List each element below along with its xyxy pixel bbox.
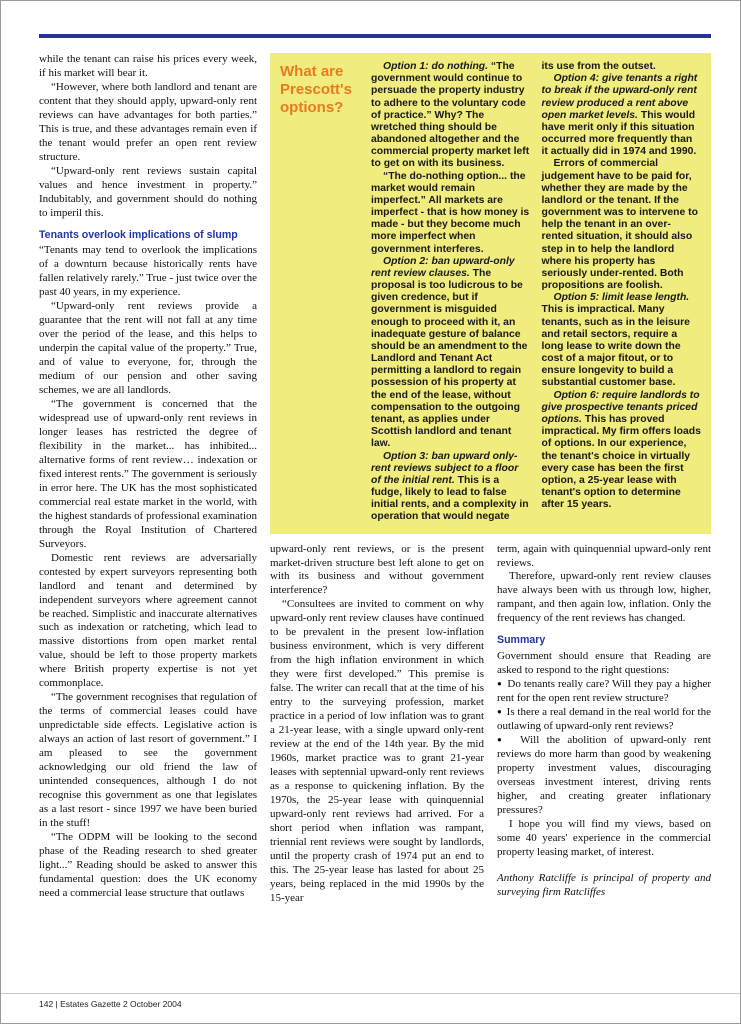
block-text: “Upward-only rent reviews sustain capital values and hence investment in property.” Indubitably, and government should do nothing to imperil this. <box>39 164 257 219</box>
text-block <box>497 543 711 571</box>
text-block <box>497 650 711 678</box>
text-block <box>39 244 257 300</box>
block-text: “The government recognises that regulation of the terms of commercial leases could have unpredictable side effects. Legislative action is always an action of last resort of government.” I am pleased to see the government acknowledging our old friend the law of unintended consequences, although I do not recognise this government as one that legislates as a last resort - since 1997 we have been buried in the stuff! <box>39 691 257 830</box>
right-column <box>497 543 711 906</box>
option-lead: Option 4: give tenants a right to break if the upward-only rent review produced a rent above open market levels. <box>541 73 698 121</box>
main-area <box>270 53 711 906</box>
page-footer <box>1 993 740 1023</box>
prescott-options-box <box>270 53 711 534</box>
block-text: term, again with quinquennial upward-only rent reviews. <box>497 542 711 569</box>
block-text: Do tenants really care? Will they pay a higher rent for the open rent review structure? <box>497 677 711 704</box>
text-block <box>542 73 702 158</box>
text-block <box>371 256 531 451</box>
block-text: The proposal is too ludicrous to be given credence, but if government is misguided enough to proceed with it, an inadequate gesture of balance should be an amendment to the Landlord and Tenant Act permitting a landlord to regain possession of his property at the end of the lease, without compensation to the outgoing tenant, as applies under Scottish landlord and tenant law. <box>371 267 528 450</box>
text-block <box>542 61 702 73</box>
text-block <box>497 634 711 647</box>
text-block <box>39 398 257 552</box>
block-text: “The ODPM will be looking to the second phase of the Reading research to shed greater light...” Reading should be asked to answer this fundamental question: does the UK economy need a commercial lease structure that outlaws <box>39 831 257 899</box>
block-text: This has proved impractical. My firm offers loads of options. In our experience, the tenant's choice in virtually every case has been the first option, a 25-year lease with tenant's option to determine after 15 years. <box>541 413 701 511</box>
text-block <box>39 81 257 165</box>
text-block <box>542 292 702 389</box>
block-text: “However, where both landlord and tenant are content that they should apply, upward-only rent reviews can have advantages for both parties.” This is true, and these advantages remain even if the tenant would prefer an open rent review structure. <box>39 80 257 163</box>
text-block <box>497 734 711 818</box>
text-block <box>39 552 257 692</box>
options-box-column-2 <box>542 61 702 524</box>
block-text: “The do-nothing option... the market would remain imperfect.” All markets are imperfect - that is how money is made - but they become much more imperfect when government interferes. <box>371 170 530 255</box>
text-block <box>371 61 531 171</box>
lower-columns <box>270 543 711 906</box>
text-block <box>270 598 484 905</box>
text-block <box>371 171 531 256</box>
block-text: while the tenant can raise his prices every week, if his market will bear it. <box>39 53 257 79</box>
middle-column <box>270 543 484 906</box>
footer-text: 142 | Estates Gazette 2 October 2004 <box>39 999 182 1009</box>
text-block <box>39 53 257 81</box>
block-text: its use from the outset. <box>541 61 656 72</box>
top-rule <box>39 34 711 38</box>
block-text: This would have merit only if this situation occurred more frequently than it actually did in 1974 and 1990. <box>541 109 697 158</box>
block-text: This is impractical. Many tenants, such as in the leisure and retail sectors, require a long lease to write down the cost of a major fitout, or to ensure longevity to build a substantial customer base. <box>541 304 690 389</box>
block-text: Therefore, upward-only rent review clauses have always been with us through low, higher, rampant, and then again low, inflation. Only the frequency of the rent reviews has changed. <box>497 570 711 625</box>
text-block <box>542 158 702 292</box>
text-block <box>39 229 257 242</box>
options-box-title: What are Prescott's options? <box>280 63 352 116</box>
block-text: upward-only rent reviews, or is the present market-driven structure best left alone to get on with its business and without government interference? <box>270 542 484 597</box>
block-text: Domestic rent reviews are adversarially contested by expert surveyors representing both landlord and tenant and determined by independent surveyors where agreement cannot be reached. Simplistic and inaccurate alternatives such as indexation or ratcheting, which lead to massive distortions from open market rental value, should be left to those property markets where British property expertise is not yet commonplace. <box>39 551 257 690</box>
text-block <box>39 300 257 398</box>
text-block <box>542 390 702 512</box>
block-text: “Consultees are invited to comment on why upward-only rent review clauses have continued to be prevalent in the present low-inflation business environment, which is very different from the high inflation environment in which they were first developed.” This premise is false. The writer can recall that at the time of his entry to the surveying profession, market practice in a period of low inflation was to grant a 21-year lease, with a single upward only-rent review at the end of the 14th year. By the mid 1960s, market practice was to grant 21-year leases with septennial upward-only rent reviews as a response to quickening inflation. By the 1970s, the 25-year lease with quinquennial upward-only rent reviews had arrived. For a short period when inflation was rampant, triennial rent reviews were sought by landlords, until the property crash of 1974 put an end to this. The 25-year lease has lasted for about 25 years, being replaced in the mid 1990s by the 15-year <box>270 598 484 904</box>
option-lead: Option 3: ban upward only-rent reviews subject to a floor of the initial rent. <box>371 450 519 486</box>
text-block <box>497 872 711 900</box>
option-lead: Option 2: ban upward-only rent review clauses. <box>371 255 515 279</box>
option-lead: Option 6: require landlords to give prospective tenants priced options. <box>541 389 700 425</box>
block-text: “Upward-only rent reviews provide a guarantee that the rent will not fall at any time over the period of the lease, and this helps to underpin the capital value of the property.” True, and of value to everyone, for, through the medium of our pension and other saving schemes, we are all landlords. <box>39 300 257 397</box>
block-text: “Tenants may tend to overlook the implications of a downturn because historically rents have fallen relatively rarely.” True - just twice over the past 40 years, in my experience. <box>39 244 257 299</box>
block-text: “The government is concerned that the widespread use of upward-only rent reviews in longer leases has restricted the degree of flexibility in the market... has inhibited... alternative forms of rent review… indexation or fixed interest rents.” The government is seriously in error here. The UK has the most sophisticated commercial real estate market in the world, with the highest standards of professional examination through the Royal Institution of Chartered Surveyors. <box>39 397 257 550</box>
text-block <box>497 570 711 626</box>
block-text: Government should ensure that Reading are asked to respond to the right questions: <box>497 650 711 677</box>
text-block <box>371 451 531 524</box>
page-content <box>39 53 711 906</box>
text-block <box>39 831 257 901</box>
block-text: Tenants overlook implications of slump <box>39 228 238 241</box>
block-text: This is a fudge, likely to lead to false initial rents, and a complexity in operation that would negate <box>371 474 529 523</box>
option-lead: Option 5: limit lease length. <box>553 292 690 304</box>
text-block <box>497 818 711 860</box>
block-text: Anthony Ratcliffe is principal of property and surveying firm Ratcliffes <box>497 871 711 898</box>
block-text: I hope you will find my views, based on some 40 years' experience in the commercial property leasing market, of interest. <box>497 817 711 858</box>
option-lead: Option 1: do nothing. <box>383 61 491 72</box>
text-block <box>497 678 711 706</box>
block-text: Errors of commercial judgement have to be paid for, whether they are made by the landlord or the tenant. If the government was to intervene to help the tenant in an over-rented situation, it should also step in to help the landlord where his property has seriously under-rented. Both propositions are foolish. <box>541 158 698 292</box>
text-block <box>497 706 711 734</box>
text-block <box>39 165 257 221</box>
block-text: Will the abolition of upward-only rent reviews do more harm than good by weakening property investment values, discouraging overseas investment interest, driving rents higher, and creating greater inflationary pressures? <box>497 733 711 816</box>
text-block <box>39 691 257 831</box>
block-text: Summary <box>497 634 546 647</box>
block-text: “The government would continue to persuade the property industry to adhere to the voluntary code of practice.” Why? The wretched thing should be abandoned altogether and the commercial property market left to get on with its business. <box>371 61 530 170</box>
options-box-column-1 <box>371 61 531 524</box>
text-block <box>270 543 484 599</box>
left-column <box>39 53 257 901</box>
block-text: Is there a real demand in the real world for the outlawing of upward-only rent reviews? <box>497 705 711 732</box>
